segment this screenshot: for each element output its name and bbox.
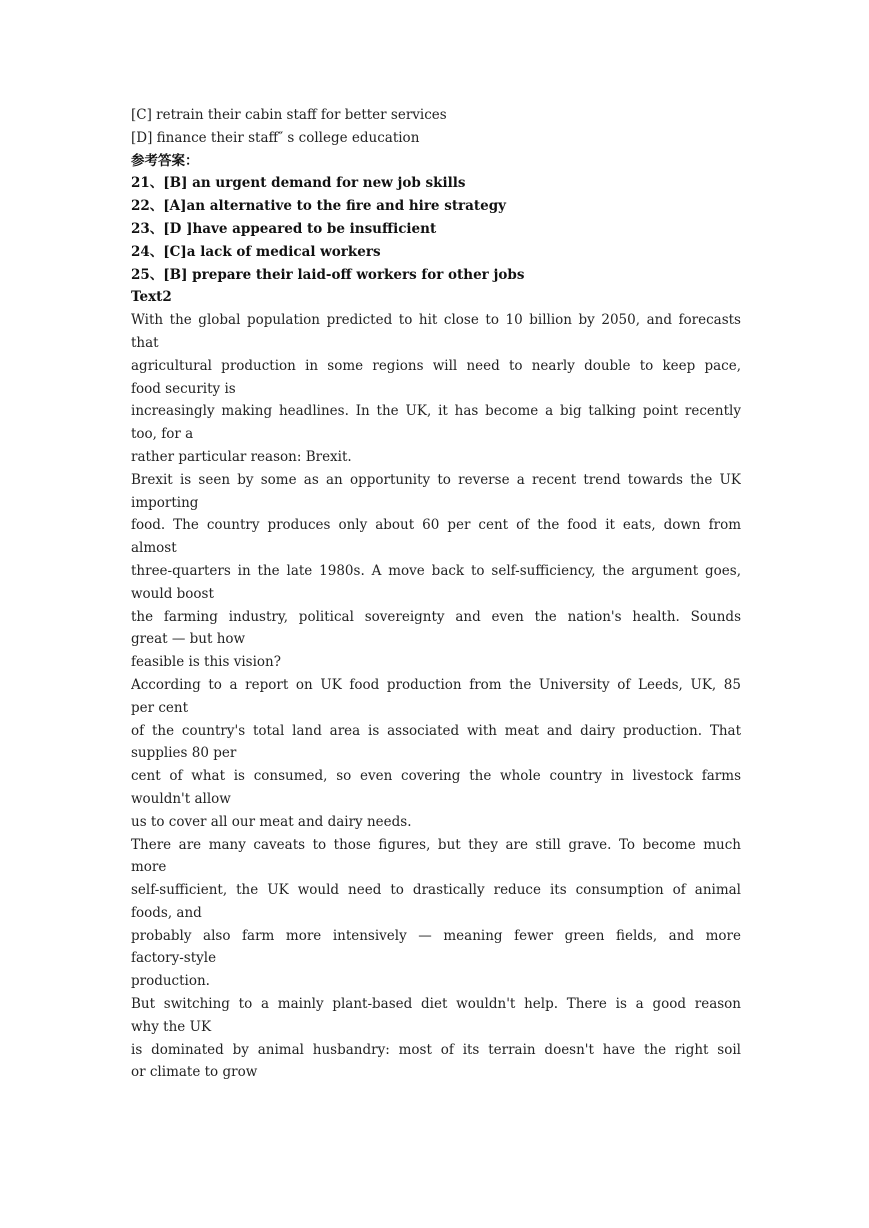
passage-line: food. The country produces only about 60 per cent of the food it eats, down from [131,517,741,534]
passage-line: importing [131,494,199,511]
answer-21: 21、[B] an urgent demand for new job skills [131,175,466,192]
passage-line: rather particular reason: Brexit. [131,448,352,465]
passage-line: food security is [131,380,236,397]
answer-23: 23、[D ]have appeared to be insufficient [131,220,437,237]
passage-line: would boost [131,585,214,602]
passage-line: great — but how [131,631,246,648]
passage-line: cent of what is consumed, so even covering the whole country in livestock farms [131,768,741,785]
passage-line: us to cover all our meat and dairy needs. [131,813,412,830]
passage-line: too, for a [131,426,194,443]
passage-line: feasible is this vision? [131,654,281,671]
passage-body [131,309,741,1084]
passage-line: of the country's total land area is associated with meat and dairy production. That [131,722,741,739]
passage-line: factory-style [131,950,217,967]
passage-line: With the global population predicted to hit close to 10 billion by 2050, and forecasts [131,312,741,329]
answers-heading: 参考答案： [131,152,199,169]
passage-line: Brexit is seen by some as an opportunity to reverse a recent trend towards the UK [131,471,741,488]
passage-line: agricultural production in some regions will need to nearly double to keep pace, [131,357,741,374]
passage-line: foods, and [131,904,202,921]
passage-line: probably also farm more intensively — meaning fewer green fields, and more [131,927,741,944]
answer-24: 24、[C]a lack of medical workers [131,243,381,260]
passage-line: or climate to grow [131,1064,258,1081]
passage-line: per cent [131,699,189,716]
passage-line: almost [131,540,177,557]
passage-line: There are many caveats to those figures, but they are still grave. To become much [131,836,741,853]
passage-line: increasingly making headlines. In the UK, it has become a big talking point recently [131,403,741,420]
passage-line: wouldn't allow [131,790,231,807]
answer-25: 25、[B] prepare their laid-off workers for other jobs [131,266,525,283]
passage-line: three-quarters in the late 1980s. A move back to self-sufficiency, the argument goes, [131,562,741,579]
option-c: [C] retrain their cabin staff for better services [131,107,447,123]
passage-line: But switching to a mainly plant-based diet wouldn't help. There is a good reason [131,996,741,1013]
answer-22: 22、[A]an alternative to the fire and hire strategy [131,198,507,215]
passage-line: According to a report on UK food production from the University of Leeds, UK, 85 [131,676,741,693]
passage-line: self-sufficient, the UK would need to drastically reduce its consumption of animal [131,882,741,899]
passage-line: supplies 80 per [131,745,237,762]
passage-line: more [131,859,167,876]
passage-line: the farming industry, political sovereignty and even the nation's health. Sounds [131,608,741,625]
section-title: Text2 [131,289,172,306]
passage-line: why the UK [131,1018,212,1035]
passage-line: that [131,334,159,351]
answer-list [131,172,741,286]
document-page [131,104,741,1084]
options-tail [131,104,741,150]
option-d: [D] finance their staff″ s college education [131,129,420,146]
passage-line: production. [131,973,210,990]
passage-line: is dominated by animal husbandry: most of its terrain doesn't have the right soil [131,1041,741,1058]
